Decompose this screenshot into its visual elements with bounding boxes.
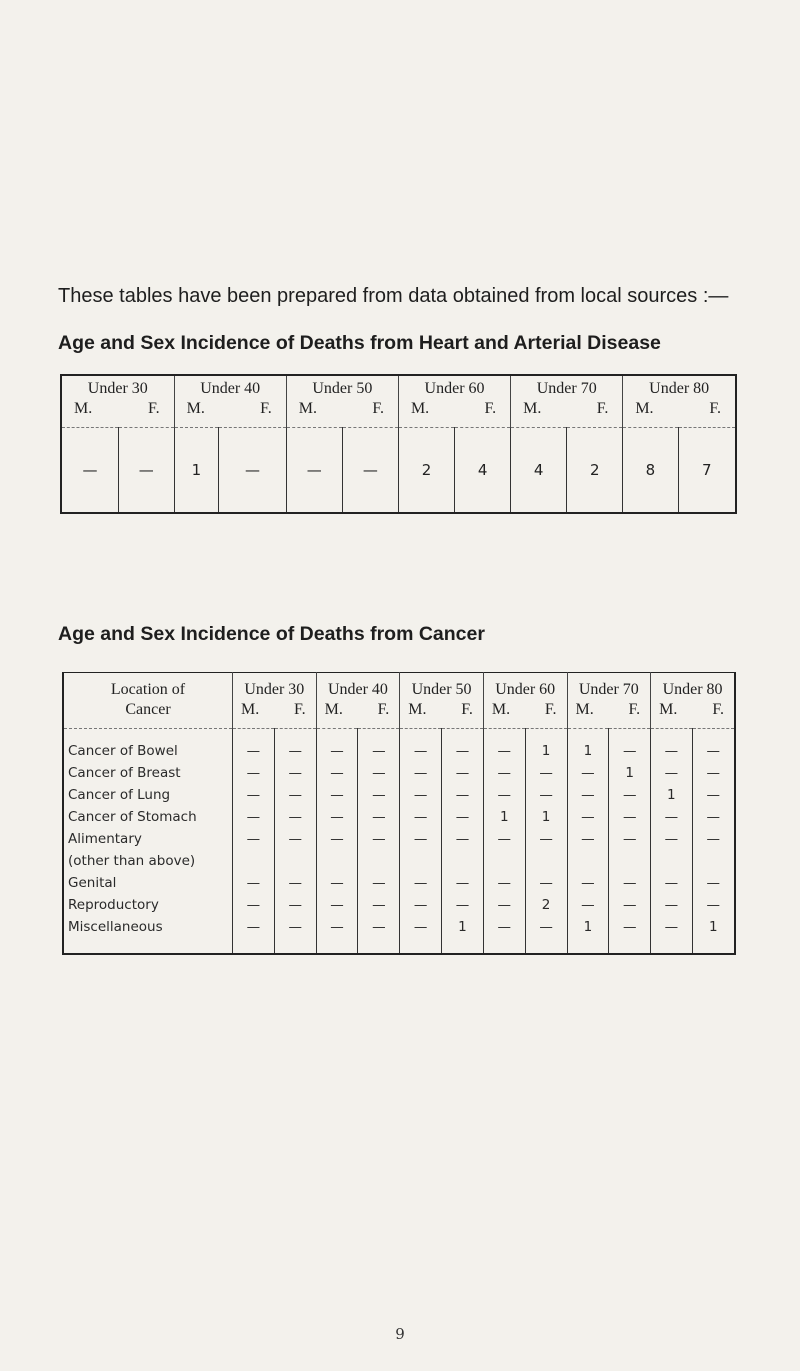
table-cell: 1 bbox=[651, 787, 692, 809]
table-cell: — bbox=[483, 897, 525, 919]
table-cell: — bbox=[692, 729, 735, 766]
table-cell: — bbox=[483, 765, 525, 787]
table-cell: — bbox=[316, 729, 358, 766]
cancer-table bbox=[62, 672, 736, 955]
cancer-header-row bbox=[63, 673, 735, 729]
table-row bbox=[63, 787, 735, 809]
table-cell: — bbox=[358, 787, 400, 809]
location-header: Location of Cancer bbox=[110, 681, 186, 718]
table-cell: — bbox=[442, 787, 484, 809]
table-cell: — bbox=[400, 919, 442, 954]
table-cell: — bbox=[567, 875, 609, 897]
heart-group-header: Under 80 M. F. bbox=[623, 375, 736, 428]
table-cell: — bbox=[400, 787, 442, 809]
table-cell: — bbox=[233, 729, 275, 766]
table-cell: — bbox=[692, 787, 735, 809]
table-cell: — bbox=[651, 875, 692, 897]
table-cell: — bbox=[692, 831, 735, 853]
table-cell: — bbox=[61, 428, 118, 514]
heart-group-header: Under 50 M. F. bbox=[286, 375, 398, 428]
table-cell: — bbox=[609, 729, 651, 766]
cancer-group-header: Under 50 M. F. bbox=[400, 673, 484, 729]
table-cell bbox=[358, 853, 400, 875]
table-cell bbox=[400, 853, 442, 875]
table-cell: — bbox=[233, 831, 275, 853]
row-label: Miscellaneous bbox=[68, 919, 163, 935]
table-cell: — bbox=[609, 897, 651, 919]
table-cell: — bbox=[358, 919, 400, 954]
table-cell bbox=[609, 853, 651, 875]
table-cell: — bbox=[609, 875, 651, 897]
heart-values-row bbox=[61, 428, 736, 514]
table-cell bbox=[567, 853, 609, 875]
table-cell: — bbox=[358, 897, 400, 919]
table-cell: 2 bbox=[567, 428, 623, 514]
row-label: Genital bbox=[68, 875, 117, 891]
table-cell: — bbox=[316, 919, 358, 954]
row-label: Cancer of Bowel bbox=[63, 729, 233, 766]
table-cell: — bbox=[358, 765, 400, 787]
table-cell: 1 bbox=[609, 765, 651, 787]
cancer-table-title: Age and Sex Incidence of Deaths from Cancer bbox=[58, 623, 485, 645]
table-cell: — bbox=[358, 831, 400, 853]
table-cell bbox=[233, 853, 275, 875]
table-cell: — bbox=[316, 875, 358, 897]
table-cell: — bbox=[567, 809, 609, 831]
table-cell: — bbox=[442, 809, 484, 831]
table-cell: 7 bbox=[678, 428, 736, 514]
table-cell: 1 bbox=[525, 809, 567, 831]
table-cell: — bbox=[233, 765, 275, 787]
row-label: Cancer of Breast bbox=[68, 765, 181, 781]
heart-group-header: Under 30 M. F. bbox=[74, 380, 160, 417]
table-cell: — bbox=[525, 919, 567, 954]
table-cell: 8 bbox=[623, 428, 678, 514]
table-cell: — bbox=[274, 765, 316, 787]
table-cell: — bbox=[692, 875, 735, 897]
table-cell: — bbox=[233, 919, 275, 954]
table-cell: — bbox=[483, 919, 525, 954]
table-cell: — bbox=[400, 875, 442, 897]
table-cell bbox=[483, 853, 525, 875]
table-cell: — bbox=[567, 765, 609, 787]
table-cell: — bbox=[609, 809, 651, 831]
table-cell: — bbox=[651, 831, 692, 853]
cancer-group-header: Under 60 M. F. bbox=[483, 673, 567, 729]
table-cell: — bbox=[342, 428, 398, 514]
table-cell: — bbox=[233, 897, 275, 919]
table-cell: — bbox=[442, 831, 484, 853]
table-cell: — bbox=[609, 831, 651, 853]
table-cell: — bbox=[316, 809, 358, 831]
table-cell: — bbox=[316, 831, 358, 853]
table-row bbox=[63, 831, 735, 853]
table-row bbox=[63, 897, 735, 919]
heart-group-header: Under 70 M. F. bbox=[511, 375, 623, 428]
cancer-group-header: Under 80 M. F. bbox=[651, 673, 735, 729]
table-cell: — bbox=[274, 831, 316, 853]
table-cell: 2 bbox=[398, 428, 454, 514]
cancer-table-body bbox=[63, 729, 735, 955]
table-cell: — bbox=[483, 729, 525, 766]
table-cell: — bbox=[483, 875, 525, 897]
cancer-group-header: Under 30 M. F. bbox=[233, 673, 317, 729]
heart-group-header: Under 40 M. F. bbox=[174, 375, 286, 428]
table-cell: — bbox=[692, 765, 735, 787]
table-cell: — bbox=[118, 428, 174, 514]
row-label: Cancer of Lung bbox=[68, 787, 171, 803]
row-label: Alimentary bbox=[68, 831, 142, 847]
table-cell: — bbox=[233, 787, 275, 809]
heart-disease-table bbox=[60, 374, 737, 514]
table-cell: — bbox=[442, 765, 484, 787]
table-cell: — bbox=[400, 831, 442, 853]
table-cell: — bbox=[358, 809, 400, 831]
intro-text: These tables have been prepared from data obtained from local sources :— bbox=[58, 285, 729, 307]
table-cell: — bbox=[567, 831, 609, 853]
table-cell: 4 bbox=[511, 428, 567, 514]
table-cell: — bbox=[400, 765, 442, 787]
table-row bbox=[63, 729, 735, 766]
table-cell: — bbox=[286, 428, 342, 514]
table-row bbox=[63, 809, 735, 831]
page-number: 9 bbox=[395, 1325, 405, 1343]
table-cell: — bbox=[525, 765, 567, 787]
table-cell: — bbox=[400, 729, 442, 766]
table-cell: 1 bbox=[442, 919, 484, 954]
table-cell: — bbox=[609, 919, 651, 954]
table-cell: — bbox=[316, 787, 358, 809]
table-cell: — bbox=[400, 897, 442, 919]
row-label: Reproductory bbox=[68, 897, 159, 913]
row-label: Cancer of Stomach bbox=[68, 809, 197, 825]
table-cell: — bbox=[442, 875, 484, 897]
table-cell: 1 bbox=[525, 729, 567, 766]
table-cell: — bbox=[651, 919, 692, 954]
table-cell: — bbox=[525, 875, 567, 897]
heart-header-row bbox=[61, 375, 736, 428]
table-cell: — bbox=[274, 729, 316, 766]
table-row bbox=[63, 853, 735, 875]
table-cell: — bbox=[233, 809, 275, 831]
table-cell: — bbox=[358, 729, 400, 766]
table-cell: — bbox=[233, 875, 275, 897]
heart-group-header: Under 60 M. F. bbox=[398, 375, 510, 428]
table-cell: — bbox=[442, 729, 484, 766]
table-cell: — bbox=[609, 787, 651, 809]
row-label: (other than above) bbox=[68, 853, 196, 869]
table-row bbox=[63, 875, 735, 897]
table-cell bbox=[316, 853, 358, 875]
table-cell bbox=[651, 853, 692, 875]
table-cell: — bbox=[274, 787, 316, 809]
table-cell: — bbox=[483, 831, 525, 853]
table-cell: — bbox=[316, 897, 358, 919]
table-cell: — bbox=[400, 809, 442, 831]
table-row bbox=[63, 919, 735, 954]
table-cell: — bbox=[316, 765, 358, 787]
table-cell: — bbox=[651, 897, 692, 919]
table-cell: — bbox=[651, 809, 692, 831]
table-cell: — bbox=[651, 765, 692, 787]
table-cell: — bbox=[219, 428, 287, 514]
table-cell bbox=[442, 853, 484, 875]
table-cell: — bbox=[525, 787, 567, 809]
table-cell: 1 bbox=[567, 729, 609, 766]
heart-table-title: Age and Sex Incidence of Deaths from Heart and Arterial Disease bbox=[58, 332, 661, 354]
table-cell: — bbox=[525, 831, 567, 853]
table-cell: — bbox=[483, 787, 525, 809]
table-cell: — bbox=[651, 729, 692, 766]
table-cell: — bbox=[358, 875, 400, 897]
cancer-group-header: Under 40 M. F. bbox=[316, 673, 400, 729]
table-cell: — bbox=[567, 787, 609, 809]
cancer-group-header: Under 70 M. F. bbox=[567, 673, 651, 729]
table-cell: 1 bbox=[174, 428, 219, 514]
table-cell bbox=[525, 853, 567, 875]
table-cell: — bbox=[274, 809, 316, 831]
table-cell: — bbox=[567, 897, 609, 919]
table-cell: — bbox=[692, 809, 735, 831]
table-row bbox=[63, 765, 735, 787]
table-cell: 1 bbox=[567, 919, 609, 954]
table-cell: 1 bbox=[483, 809, 525, 831]
table-cell bbox=[692, 853, 735, 875]
table-cell: — bbox=[274, 875, 316, 897]
table-cell: 1 bbox=[692, 919, 735, 954]
table-cell: — bbox=[274, 919, 316, 954]
table-cell: — bbox=[274, 897, 316, 919]
table-cell: 2 bbox=[525, 897, 567, 919]
table-cell: — bbox=[442, 897, 484, 919]
table-cell: 4 bbox=[455, 428, 511, 514]
table-cell: — bbox=[692, 897, 735, 919]
table-cell bbox=[274, 853, 316, 875]
